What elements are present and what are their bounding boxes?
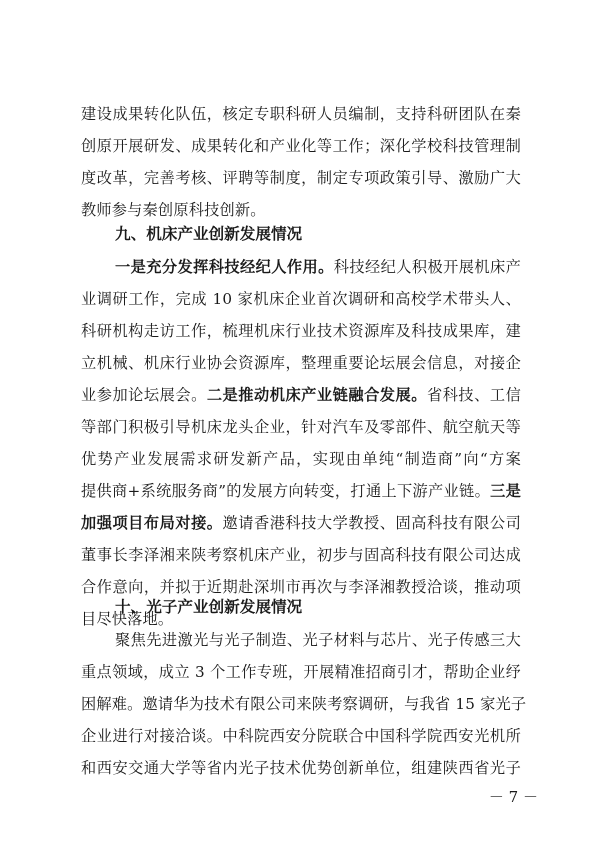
body-line	[81, 507, 521, 539]
body-line: 创原开展研发、成果转化和产业化等工作；深化学校科技管理制	[81, 137, 521, 155]
body-line: 目尽快落地。	[81, 610, 174, 628]
body-line: 建设成果转化队伍，核定专职科研人员编制，支持科研团队在秦	[81, 105, 521, 123]
body-line	[115, 251, 521, 283]
body-line: 董事长李泽湘来陕考察机床产业，初步与固高科技有限公司达成	[81, 546, 521, 564]
body-line	[81, 475, 521, 507]
emphasis-lead: 一是充分发挥科技经纪人作用。	[115, 258, 334, 276]
body-line: 等部门积极引导机床龙头企业，针对汽车及零部件、航空航天等	[81, 418, 521, 436]
section-heading-9: 九、机床产业创新发展情况	[115, 225, 303, 243]
body-text: 提供商+系统服务商”的发展方向转变，打通上下游产业链。	[81, 482, 491, 500]
body-line: 合作意向，并拟于近期赴深圳市再次与李泽湘教授洽谈，推动项	[81, 578, 521, 596]
body-line: 困解难。邀请华为技术有限公司来陕考察调研，与我省 15 家光子	[81, 695, 527, 713]
body-text: 省科技、工信	[426, 386, 521, 404]
body-line: 优势产业发展需求研发新产品，实现由单纯“制造商”向“方案	[81, 450, 521, 468]
body-text: 科技经纪人积极开展机床产	[333, 258, 521, 276]
body-text: 邀请香港科技大学教授、固高科技有限公司	[222, 514, 521, 532]
page-number: － 7 －	[488, 788, 538, 806]
body-text: 业参加论坛展会。	[81, 386, 207, 404]
emphasis-lead: 二是推动机床产业链融合发展。	[206, 386, 427, 404]
emphasis-lead: 三是	[490, 482, 521, 500]
body-line	[81, 379, 521, 411]
body-line: 重点领域，成立 3 个工作专班，开展精准招商引才，帮助企业纾	[81, 663, 521, 681]
body-line: 科研机构走访工作，梳理机床行业技术资源库及科技成果库，建	[81, 322, 521, 340]
body-line: 度改革，完善考核、评聘等制度，制定专项政策引导、激励广大	[81, 169, 521, 187]
body-line: 和西安交通大学等省内光子技术优势创新单位，组建陕西省光子	[81, 759, 521, 777]
body-line: 教师参与秦创原科技创新。	[81, 201, 266, 219]
section-heading-10: 十、光子产业创新发展情况	[115, 598, 303, 616]
body-line: 业调研工作，完成 10 家机床企业首次调研和高校学术带头人、	[81, 290, 521, 308]
body-line: 立机械、机床行业协会资源库，整理重要论坛展会信息，对接企	[81, 354, 521, 372]
body-line: 聚焦先进激光与光子制造、光子材料与芯片、光子传感三大	[115, 631, 521, 649]
emphasis-lead: 加强项目布局对接。	[81, 514, 223, 532]
body-line: 企业进行对接洽谈。中科院西安分院联合中国科学院西安光机所	[81, 727, 521, 745]
